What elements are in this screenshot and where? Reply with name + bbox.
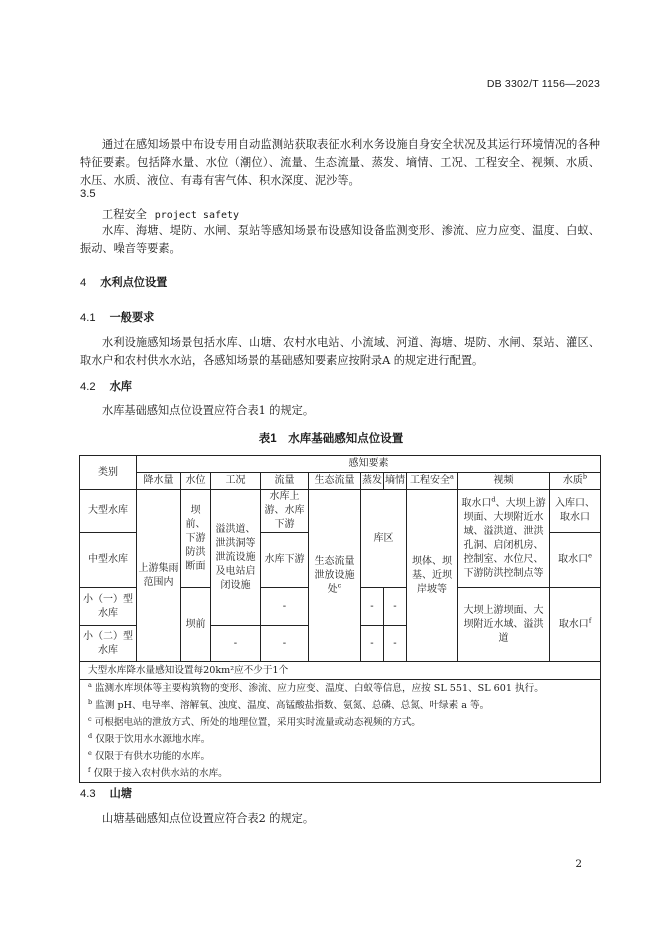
cell-soil-small2: - [384,626,407,662]
header-sensing-elements: 感知要素 [137,456,601,473]
term-zh: 工程安全 [102,209,147,221]
cell-flow-small2: - [261,626,309,662]
cell-evap-soil: 库区 [361,490,407,588]
cell-quality-large: 入库口、取水口 [550,490,601,533]
term-en: project safety [154,210,240,221]
footnote: $^a$ 监测水库坝体等主要构筑物的变形、渗流、应力应变、温度、白蚁等信息，应按 SL 551、SL 601 执行。 [80,680,601,698]
footnote: $^e$ 仅限于有供水功能的水库。 [80,748,601,765]
header-category: 类别 [80,456,137,490]
term-project-safety [102,206,239,222]
section-title: 水库 [109,381,132,393]
section-number: 4.1 [80,312,96,324]
footnote: $^f$ 仅限于接入农村供水站的水库。 [80,765,601,783]
cell-flow-large: 水库上游、水库下游 [261,490,309,533]
table-note-main: 大型水库降水量感知设置每20km²应不少于1个 [80,662,601,680]
cell-eco-flow: 生态流量泄放设施处$^c$ [309,490,361,662]
document-code: DB 3302/T 1156—2023 [486,78,600,90]
col-header: 水位 [181,473,211,490]
section-title: 水利点位设置 [100,277,168,289]
footnote: $^c$ 可根据电站的泄放方式、所处的地理位置，采用实时流量或动态视频的方式。 [80,714,601,731]
intro-paragraph: 通过在感知场景中布设专用自动监测站获取表征水利水务设施自身安全状况及其运行环境情况的各种特征要素。包括降水量、水位（潮位）、流量、生态流量、蒸发、墒情、工况、工程安全、视频、水质、水压、水质、液位、有毒有害气体、积水深度、泥沙等。 [80,138,600,187]
cell-safety: 坝体、坝基、近坝岸坡等 [407,490,458,662]
cell-level-upper: 坝前、下游防洪断面 [181,490,211,588]
section-4-1-heading [80,309,154,325]
col-header: 流量 [261,473,309,490]
cell-precip: 上游集雨范围内 [137,490,181,662]
cell-level-lower: 坝前 [181,588,211,662]
section-4-3-heading [80,785,132,801]
term-definition: 水库、海塘、堤防、水闸、泵站等感知场景布设感知设备监测变形、渗流、应力应变、温度、白蚁、振动、噪音等要素。 [80,224,600,255]
section-4-heading [80,274,167,290]
col-header: 水质$^b$ [550,473,601,490]
table-1-caption: 表1 水库基础感知点位设置 [258,433,404,445]
cell-flow-small1: - [261,588,309,626]
page-number: 2 [575,858,582,870]
footnote: $^b$ 监测 pH、电导率、溶解氧、浊度、温度、高锰酸盐指数、氨氮、总磷、总氮、叶绿素 a 等。 [80,697,601,714]
col-header: 生态流量 [309,473,361,490]
row-label-large: 大型水库 [80,490,137,533]
section-title: 一般要求 [109,312,155,324]
col-header: 墒情 [384,473,407,490]
section-number: 4.2 [80,381,96,393]
section-number: 4 [80,277,87,289]
cell-video-lower: 大坝上游坝面、大坝附近水域、溢洪道 [458,588,550,662]
col-header: 工程安全$^a$ [407,473,458,490]
cell-evap-small2: - [361,626,384,662]
row-label-medium: 中型水库 [80,533,137,588]
col-header: 视频 [458,473,550,490]
col-header: 降水量 [137,473,181,490]
cell-soil-small1: - [384,588,407,626]
cell-condition: 溢洪道、泄洪洞等泄流设施及电站启闭设施 [211,490,261,626]
cell-video-upper: 取水口$^d$、大坝上游坝面、大坝附近水域、溢洪道、泄洪孔洞、启闭机房、控制室、水位尺、下游防洪控制点等 [458,490,550,588]
section-4-1-text: 水利设施感知场景包括水库、山塘、农村水电站、小流域、河道、海塘、堤防、水闸、泵站、灌区、取水户和农村供水水站，各感知场景的基础感知要素应按附录A 的规定进行配置。 [80,336,600,367]
table-reservoir-sensing-points [79,455,601,783]
col-header: 蒸发 [361,473,384,490]
row-label-small1: 小（一）型水库 [80,588,137,626]
section-number: 4.3 [80,788,96,800]
cell-evap-small1: - [361,588,384,626]
section-4-2-heading [80,378,132,394]
section-3-5-number: 3.5 [80,188,96,200]
row-label-small2: 小（二）型水库 [80,626,137,662]
cell-condition-small2: - [211,626,261,662]
col-header: 工况 [211,473,261,490]
cell-flow-medium: 水库下游 [261,533,309,588]
footnote: $^d$ 仅限于饮用水水源地水库。 [80,731,601,748]
section-title: 山塘 [109,788,132,800]
section-4-2-text: 水库基础感知点位设置应符合表1 的规定。 [102,404,315,417]
section-4-3-text: 山塘基础感知点位设置应符合表2 的规定。 [102,812,315,825]
cell-quality-medium: 取水口$^e$ [550,533,601,588]
cell-quality-small: 取水口$^f$ [550,588,601,662]
